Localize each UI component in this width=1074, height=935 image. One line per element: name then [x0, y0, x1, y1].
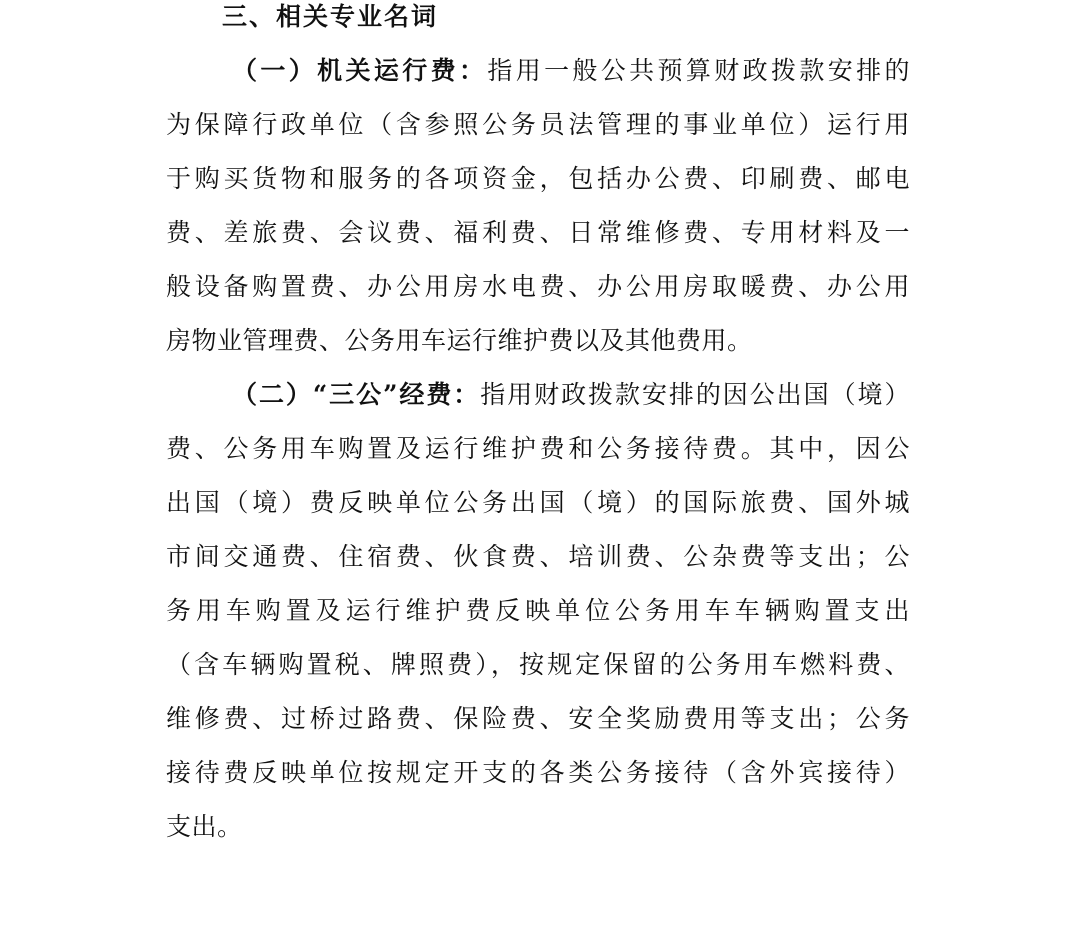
paragraph-1-line: 房物业管理费、公务用车运行维护费以及其他费用。	[166, 326, 753, 355]
paragraph-2-first-line	[232, 378, 910, 412]
paragraph-2-line: 市间交通费、住宿费、伙食费、培训费、公杂费等支出；公	[166, 542, 910, 571]
paragraph-2-line: 出国（境）费反映单位公务出国（境）的国际旅费、国外城	[166, 488, 910, 517]
paragraph-2-line: 务用车购置及运行维护费反映单位公务用车车辆购置支出	[166, 596, 910, 625]
paragraph-1-first-line-text: 指用一般公共预算财政拨款安排的	[487, 56, 910, 85]
term-1-title: （一）机关运行费：	[232, 56, 488, 85]
paragraph-2-line: 支出。	[166, 812, 243, 841]
paragraph-1-line: 为保障行政单位（含参照公务员法管理的事业单位）运行用	[166, 110, 910, 139]
paragraph-2-line: 费、公务用车购置及运行维护费和公务接待费。其中，因公	[166, 434, 910, 463]
paragraph-1-line: 于购买货物和服务的各项资金，包括办公费、印刷费、邮电	[166, 164, 910, 193]
paragraph-1-line: 般设备购置费、办公用房水电费、办公用房取暖费、办公用	[166, 272, 910, 301]
term-2-title: （二）“三公”经费：	[232, 380, 481, 409]
paragraph-2-line: 接待费反映单位按规定开支的各类公务接待（含外宾接待）	[166, 758, 910, 787]
paragraph-1-line: 费、差旅费、会议费、福利费、日常维修费、专用材料及一	[166, 218, 910, 247]
paragraph-2-line: 维修费、过桥过路费、保险费、安全奖励费用等支出；公务	[166, 704, 910, 733]
paragraph-2-first-line-text: 指用财政拨款安排的因公出国（境）	[480, 380, 910, 409]
paragraph-1-first-line	[232, 54, 910, 88]
section-heading: 三、相关专业名词	[222, 2, 439, 31]
paragraph-2-line: （含车辆购置税、牌照费），按规定保留的公务用车燃料费、	[166, 650, 910, 679]
